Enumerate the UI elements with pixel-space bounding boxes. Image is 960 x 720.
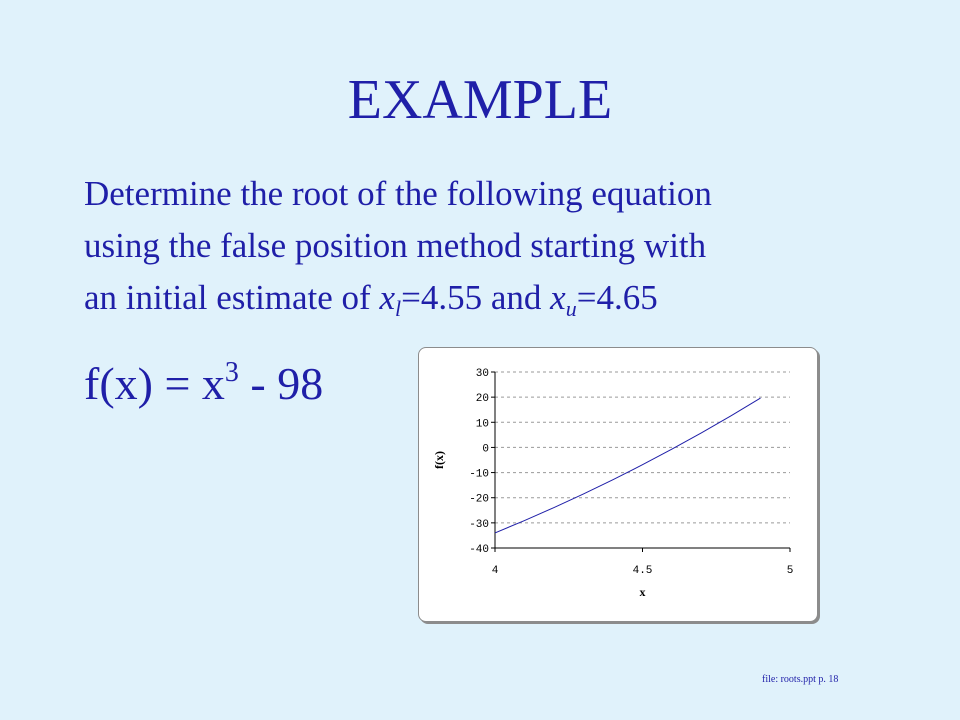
y-tick-label: 0 — [482, 443, 489, 456]
x-axis-label: x — [639, 585, 646, 599]
problem-line-1: Determine the root of the following equation — [84, 174, 712, 213]
formula-right: - 98 — [238, 358, 324, 409]
x-tick-label: 5 — [786, 565, 794, 577]
y-tick-label: -20 — [469, 493, 489, 506]
xl-value: =4.55 and — [401, 278, 551, 317]
footer-file-reference: file: roots.ppt p. 18 — [762, 674, 839, 685]
y-tick-label: 20 — [475, 393, 489, 406]
slide-title: EXAMPLE — [347, 69, 613, 131]
x-tick-label: 4 — [491, 565, 499, 577]
xu-variable: x — [550, 278, 566, 317]
problem-line-2: using the false position method starting with — [84, 226, 707, 265]
y-tick-label: -40 — [469, 544, 489, 556]
xu-subscript: u — [565, 296, 577, 321]
chart-frame — [418, 347, 818, 622]
problem-line-3 — [84, 272, 874, 324]
function-formula — [84, 356, 323, 412]
formula-left: f(x) = x — [84, 358, 225, 409]
xu-value: =4.65 — [576, 278, 658, 317]
series-line — [495, 398, 761, 533]
formula-exponent: 3 — [224, 357, 239, 388]
xl-subscript: l — [395, 296, 402, 321]
y-axis-label: f(x) — [432, 451, 446, 469]
y-tick-label: 30 — [475, 368, 489, 380]
y-tick-label: -30 — [469, 518, 489, 531]
problem-statement — [84, 168, 874, 324]
function-chart — [419, 348, 817, 621]
y-tick-label: 10 — [475, 418, 489, 431]
x-tick-label: 4.5 — [632, 565, 653, 577]
xl-variable: x — [379, 278, 396, 317]
problem-line-3-prefix: an initial estimate of — [84, 278, 380, 317]
y-tick-label: -10 — [469, 468, 489, 481]
